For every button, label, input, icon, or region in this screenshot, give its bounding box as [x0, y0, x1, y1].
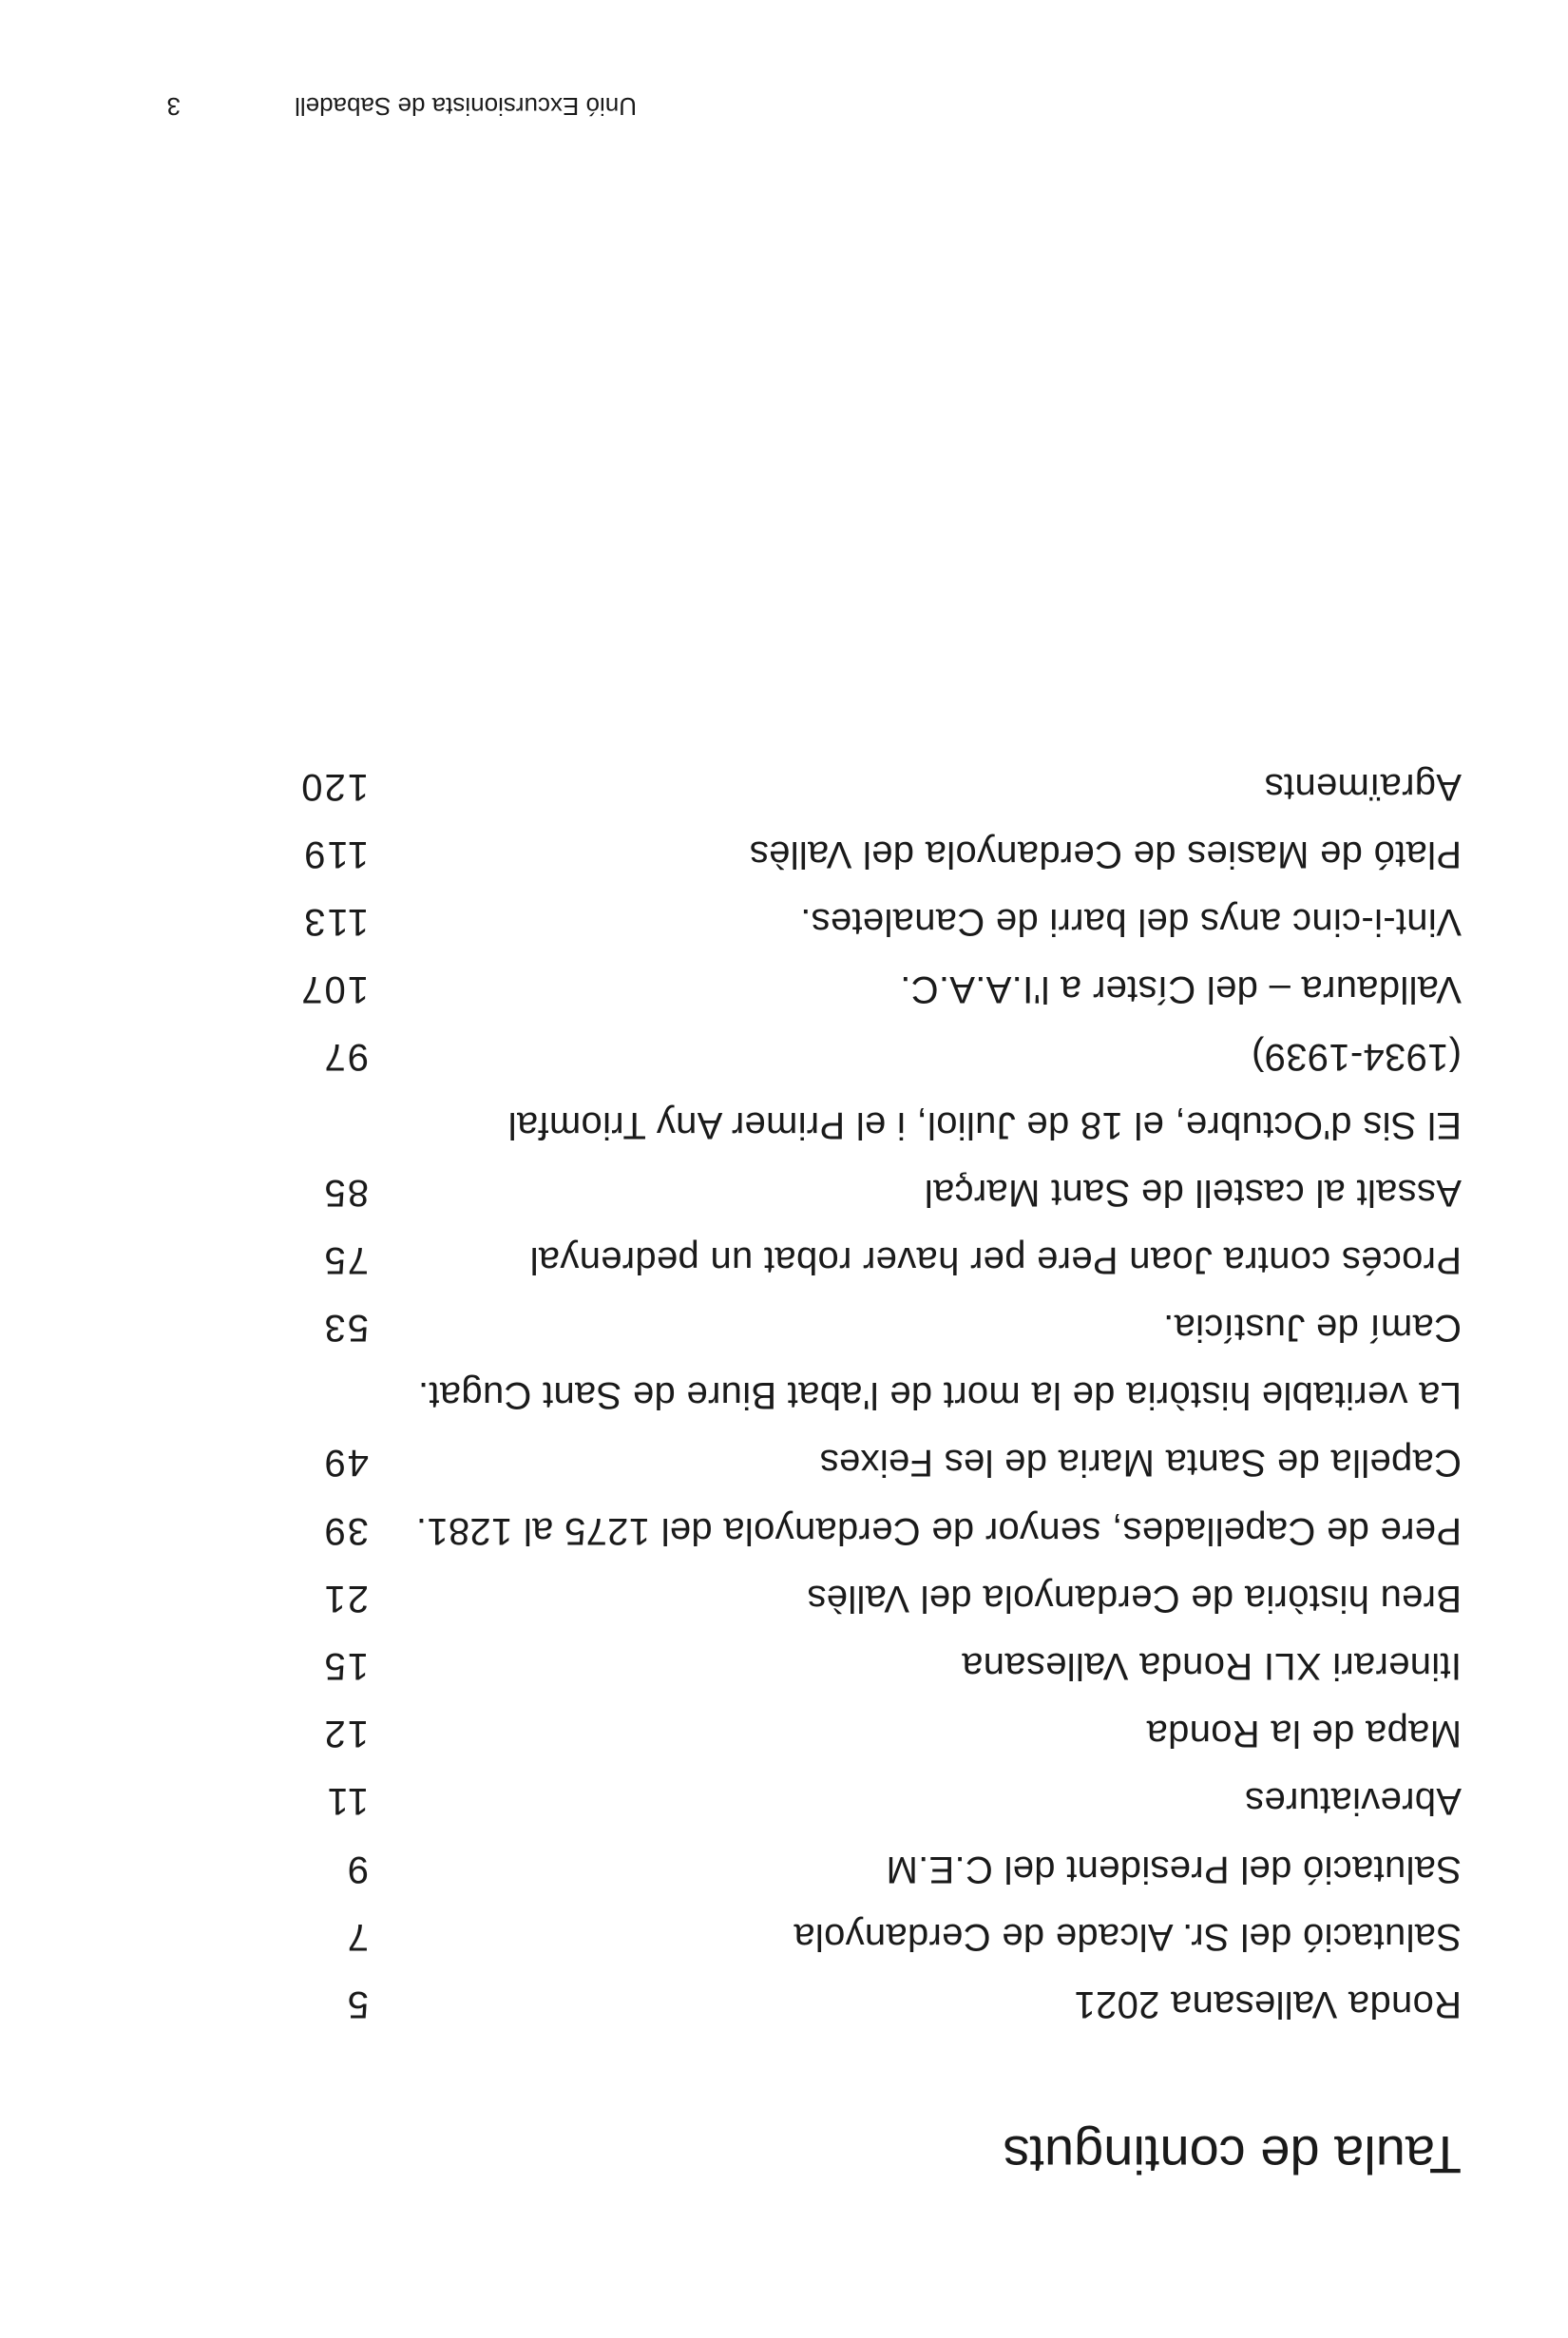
toc-entry-page: 85	[322, 1171, 369, 1214]
toc-entry-page: 75	[322, 1238, 369, 1281]
toc-entry-title: Camí de Justícia.	[1162, 1307, 1462, 1350]
toc-entry-page: 120	[299, 765, 369, 808]
toc-entry	[264, 1756, 1462, 1824]
toc-entry-title: Salutació del Sr. Alcade de Cerdanyola	[794, 1915, 1462, 1958]
toc-entry-title: La veritable història de la mort de l'abat Biure de Sant Cugat.	[417, 1374, 1462, 1417]
toc-entry-title: Valldaura – del Císter a l'I.A.A.C.	[900, 968, 1462, 1011]
toc-entry-page: 39	[322, 1509, 369, 1552]
toc-entry	[264, 1621, 1462, 1689]
footer-text: Unió Excursionista de Sabadell	[295, 92, 637, 121]
footer-page-number: 3	[166, 92, 181, 121]
toc-entry	[264, 1283, 1462, 1351]
toc-entry	[264, 1892, 1462, 1960]
toc-entry-title: Salutació del President del C.E.M	[886, 1848, 1462, 1890]
toc-entry-title: Ronda Vallesana 2021	[1074, 1983, 1462, 2025]
toc-entry-page: 7	[345, 1915, 369, 1958]
toc-entry-page: 53	[322, 1307, 369, 1350]
toc-entry	[264, 1012, 1462, 1080]
toc-entry	[264, 1351, 1462, 1418]
toc-entry-title: Plató de Masies de Cerdanyola del Vallès	[749, 833, 1462, 875]
toc-entry	[264, 741, 1462, 809]
toc-entry	[264, 1689, 1462, 1756]
toc-entry-title: Capella de Santa Maria de les Feixes	[819, 1442, 1462, 1485]
toc-entry-page: 12	[322, 1713, 369, 1755]
toc-entry-title: Vint-i-cinc anys del barri de Canaletes.	[799, 901, 1462, 943]
toc-entry-page: 107	[299, 968, 369, 1011]
toc-entry-title: Assalt al castell de Sant Marçal	[924, 1171, 1462, 1214]
toc-entry-title: El Sis d'Octubre, el 18 de Juliol, i el Primer Any Triomfal	[507, 1103, 1462, 1146]
toc-title: Taula de continguts	[1003, 2125, 1462, 2185]
toc-entry-title: Abreviatures	[1244, 1780, 1462, 1823]
toc-entry	[264, 1960, 1462, 2027]
toc-entry	[264, 1824, 1462, 1891]
toc-entry	[264, 1080, 1462, 1147]
toc-entry-page: 9	[345, 1848, 369, 1890]
running-footer	[143, 84, 637, 122]
toc-entry-title: (1934-1939)	[1251, 1036, 1462, 1079]
toc-entry	[264, 1554, 1462, 1621]
toc-entry-page: 21	[322, 1577, 369, 1619]
toc-entry-title: Pere de Capellades, senyor de Cerdanyola del 1275 al 1281.	[415, 1509, 1462, 1552]
toc-entry-title: Mapa de la Ronda	[1146, 1713, 1462, 1755]
toc-entry	[264, 1216, 1462, 1283]
toc-entry-page: 15	[322, 1645, 369, 1688]
toc-entry-page: 49	[322, 1442, 369, 1485]
toc-entry	[264, 1418, 1462, 1485]
toc-entry-page: 113	[302, 901, 369, 943]
toc-entry	[264, 810, 1462, 877]
toc-list	[264, 741, 1462, 2027]
toc-entry-title: Agraïments	[1264, 765, 1462, 808]
toc-entry-page: 5	[345, 1983, 369, 2025]
toc-entry-page: 97	[322, 1036, 369, 1079]
toc-entry-page: 11	[325, 1780, 369, 1823]
toc-entry-title: Breu història de Cerdanyola del Vallès	[807, 1577, 1462, 1619]
toc-entry	[264, 945, 1462, 1012]
toc-entry-page: 119	[302, 833, 369, 875]
toc-entry	[264, 877, 1462, 945]
toc-entry	[264, 1486, 1462, 1554]
toc-entry-title: Itinerari XLI Ronda Vallesana	[961, 1645, 1462, 1688]
toc-entry	[264, 1148, 1462, 1216]
toc-entry-title: Procés contra Joan Pere per haver robat un pedrenyal	[529, 1238, 1462, 1281]
